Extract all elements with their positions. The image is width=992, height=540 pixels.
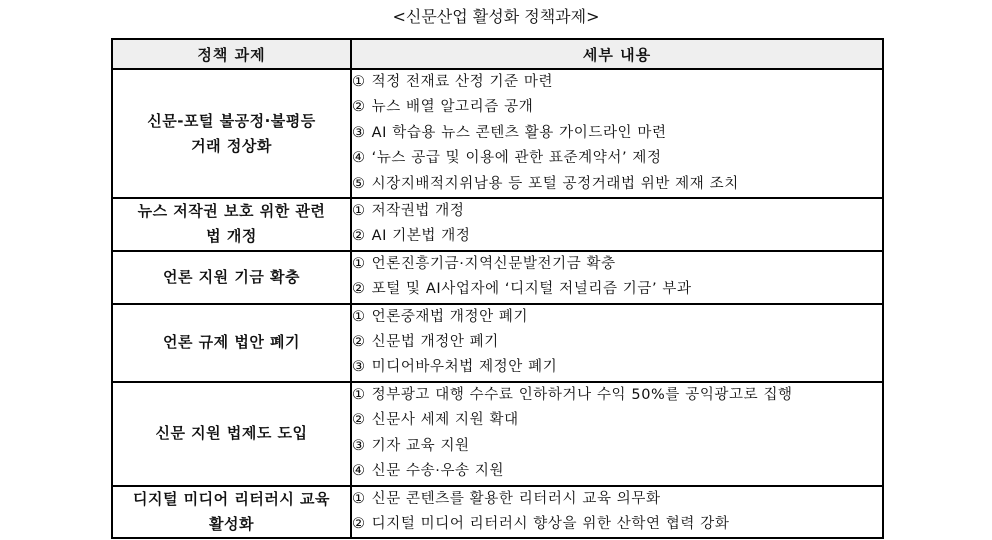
header-details: 세부 내용 <box>351 39 883 69</box>
detail-item <box>352 459 882 484</box>
item-number: ① <box>352 255 366 272</box>
item-text: 미디어바우처법 제정안 폐기 <box>371 359 558 376</box>
item-text: 뉴스 배열 알고리즘 공개 <box>371 99 534 116</box>
item-number: ① <box>352 203 366 220</box>
policy-task-cell <box>112 251 351 304</box>
item-number: ③ <box>352 437 366 454</box>
detail-item <box>352 434 882 459</box>
policy-task-cell <box>112 198 351 251</box>
item-text: 신문 콘텐츠를 활용한 리터러시 교육 의무화 <box>371 490 661 507</box>
item-text: 언론중재법 개정안 폐기 <box>371 308 529 325</box>
item-text: 적정 전재료 산정 기준 마련 <box>371 74 554 90</box>
item-text: AI 학습용 뉴스 콘텐츠 활용 가이드라인 마련 <box>371 124 667 141</box>
detail-item <box>352 383 882 408</box>
header-row <box>112 39 883 69</box>
details-cell <box>351 69 883 198</box>
item-number: ② <box>352 515 366 532</box>
item-number: ④ <box>352 463 366 480</box>
detail-item <box>352 355 882 380</box>
table-row <box>112 486 883 539</box>
policy-task-cell <box>112 486 351 539</box>
table-row <box>112 69 883 198</box>
policy-task-text: 신문 지원 법제도 도입 <box>155 424 308 443</box>
item-text: 디지털 미디어 리터러시 향상을 위한 산학연 협력 강화 <box>371 515 730 532</box>
details-cell <box>351 486 883 539</box>
item-text: AI 기본법 개정 <box>371 228 471 245</box>
policy-task-text: 거래 정상화 <box>191 136 272 155</box>
table-row <box>112 304 883 382</box>
details-cell <box>351 251 883 304</box>
detail-item <box>352 95 882 120</box>
item-text: 저작권법 개정 <box>371 203 465 220</box>
detail-item <box>352 146 882 171</box>
details-cell <box>351 304 883 382</box>
policy-task-text: 법 개정 <box>206 227 257 246</box>
details-cell <box>351 382 883 486</box>
item-text: 정부광고 대행 수수료 인하하거나 수익 50%를 공익광고로 집행 <box>371 386 793 403</box>
detail-item <box>352 70 882 95</box>
policy-task-cell <box>112 69 351 198</box>
item-number: ③ <box>352 359 366 376</box>
table-row <box>112 198 883 251</box>
item-text: ‘뉴스 공급 및 이용에 관한 표준계약서’ 제정 <box>371 150 662 167</box>
policy-task-text: 언론 지원 기금 확충 <box>162 267 301 286</box>
detail-item <box>352 330 882 355</box>
detail-item <box>352 172 882 197</box>
item-number: ② <box>352 281 366 298</box>
detail-item <box>352 252 882 277</box>
policy-task-text: 신문-포털 불공정·불평등 <box>147 111 316 130</box>
policy-table <box>111 38 884 539</box>
item-number: ④ <box>352 150 366 167</box>
policy-task-text: 활성화 <box>209 514 254 533</box>
item-text: 언론진흥기금·지역신문발전기금 확충 <box>371 255 616 272</box>
item-number: ② <box>352 99 366 116</box>
detail-item <box>352 487 882 512</box>
item-number: ② <box>352 412 366 429</box>
header-policy-task: 정책 과제 <box>112 39 351 69</box>
table-row <box>112 382 883 486</box>
item-text: 시장지배적지위남용 등 포털 공정거래법 위반 제재 조치 <box>371 175 739 192</box>
item-number: ① <box>352 386 366 403</box>
detail-item <box>352 305 882 330</box>
item-number: ① <box>352 308 366 325</box>
details-cell <box>351 198 883 251</box>
item-text: 기자 교육 지원 <box>371 437 470 454</box>
item-text: 포털 및 AI사업자에 ‘디지털 저널리즘 기금’ 부과 <box>371 281 692 298</box>
detail-item <box>352 224 882 249</box>
policy-task-text: 뉴스 저작권 보호 위한 관련 <box>137 202 326 221</box>
item-number: ③ <box>352 124 366 141</box>
table-row <box>112 251 883 304</box>
policy-task-text: 언론 규제 법안 폐기 <box>162 333 301 352</box>
item-text: 신문법 개정안 폐기 <box>371 334 499 351</box>
item-text: 신문사 세제 지원 확대 <box>371 412 519 429</box>
policy-task-cell <box>112 382 351 486</box>
item-number: ① <box>352 74 366 90</box>
item-number: ① <box>352 490 366 507</box>
item-text: 신문 수송·우송 지원 <box>371 463 505 480</box>
table-caption: <신문산업 활성화 정책과제> <box>392 7 600 26</box>
item-number: ② <box>352 334 366 351</box>
item-number: ② <box>352 228 366 245</box>
detail-item <box>352 512 882 537</box>
policy-task-cell <box>112 304 351 382</box>
policy-task-text: 디지털 미디어 리터러시 교육 <box>132 489 331 508</box>
detail-item <box>352 121 882 146</box>
item-number: ⑤ <box>352 175 366 192</box>
detail-item <box>352 277 882 302</box>
detail-item <box>352 408 882 433</box>
detail-item <box>352 199 882 224</box>
